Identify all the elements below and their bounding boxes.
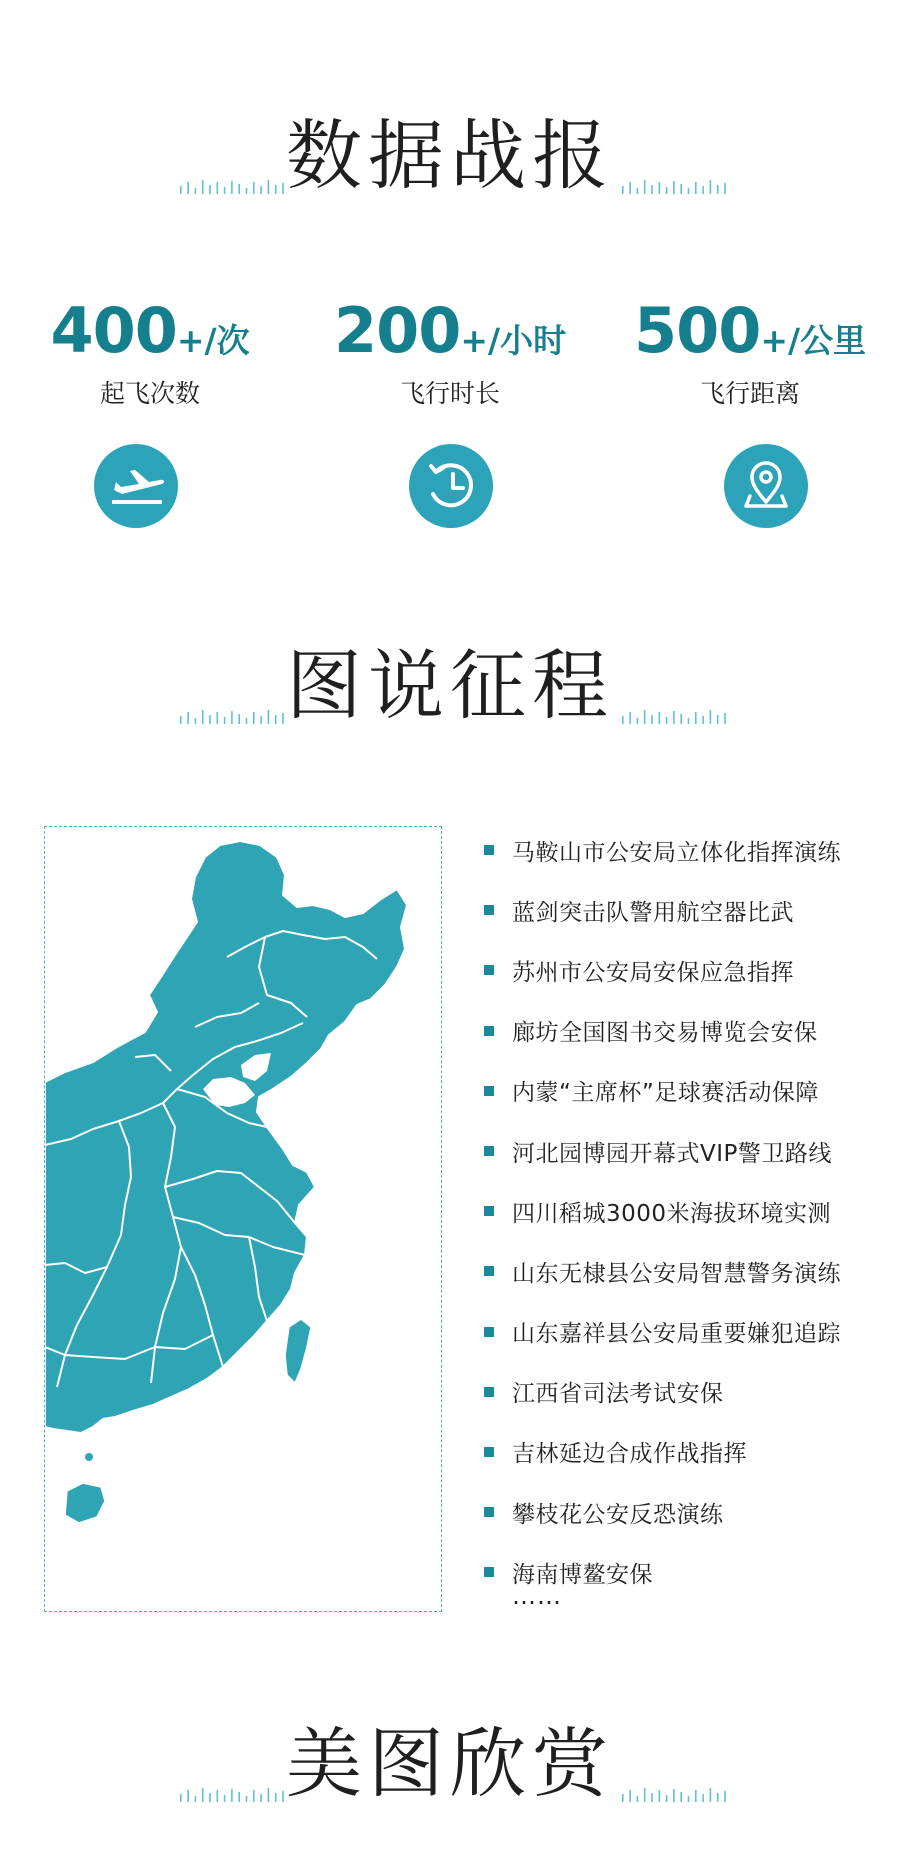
airplane-takeoff-icon — [94, 444, 178, 528]
decorative-tick — [187, 1790, 189, 1802]
square-bullet-icon — [484, 1026, 494, 1036]
decorative-tick — [651, 715, 653, 724]
stat-number: 400 — [50, 294, 177, 367]
decorative-tick — [238, 714, 240, 724]
decorative-tick — [275, 715, 277, 724]
decorative-tick — [275, 185, 277, 194]
decorative-tick — [253, 712, 255, 724]
decorative-tick — [680, 714, 682, 724]
square-bullet-icon — [484, 1387, 494, 1397]
china-east-map — [44, 826, 442, 1612]
list-item: 蓝剑突击队警用航空器比武 — [484, 880, 841, 940]
decorative-ticks — [620, 706, 732, 724]
list-more-ellipsis: …… — [512, 1582, 562, 1610]
stat-label: 起飞次数 — [99, 379, 200, 408]
decorative-tick — [644, 710, 646, 724]
section-header-stats — [0, 111, 900, 200]
decorative-tick — [246, 188, 248, 194]
decorative-tick — [260, 716, 262, 724]
decorative-tick — [253, 182, 255, 194]
stat-unit: +/小时 — [460, 321, 567, 360]
decorative-tick — [629, 182, 631, 194]
list-item: 海南博鳌安保 — [484, 1542, 841, 1602]
decorative-tick — [202, 1788, 204, 1802]
location-pin-icon — [724, 444, 808, 528]
decorative-tick — [275, 1793, 277, 1802]
decorative-tick — [673, 181, 675, 194]
decorative-tick — [637, 718, 639, 724]
decorative-tick — [644, 1788, 646, 1802]
decorative-tick — [688, 718, 690, 724]
decorative-tick — [680, 1792, 682, 1802]
list-item: 内蒙“主席杯”足球赛活动保障 — [484, 1061, 841, 1121]
decorative-tick — [724, 713, 726, 724]
square-bullet-icon — [484, 905, 494, 915]
decorative-tick — [702, 716, 704, 724]
decorative-tick — [253, 1790, 255, 1802]
map-illustration — [45, 827, 442, 1612]
section-header-map — [0, 641, 900, 730]
decorative-tick — [651, 185, 653, 194]
decorative-tick — [695, 182, 697, 194]
list-item: 四川稻城3000米海拔环境实测 — [484, 1181, 841, 1241]
decorative-tick — [238, 184, 240, 194]
decorative-tick — [688, 188, 690, 194]
decorative-tick — [710, 180, 712, 194]
stat-number: 200 — [333, 294, 461, 367]
decorative-tick — [217, 1790, 219, 1802]
stat-label: 飞行距离 — [699, 379, 800, 408]
decorative-tick — [717, 1793, 719, 1802]
decorative-tick — [282, 183, 284, 194]
stat-unit: +/次 — [176, 321, 250, 360]
decorative-tick — [180, 716, 182, 724]
decorative-tick — [268, 710, 270, 724]
decorative-tick — [702, 186, 704, 194]
decorative-tick — [666, 717, 668, 724]
decorative-tick — [246, 1796, 248, 1802]
decorative-tick — [195, 718, 197, 724]
clock-history-icon — [409, 444, 493, 528]
decorative-tick — [702, 1794, 704, 1802]
decorative-tick — [680, 184, 682, 194]
decorative-tick — [260, 1794, 262, 1802]
decorative-tick — [659, 182, 661, 194]
decorative-tick — [268, 180, 270, 194]
decorative-tick — [195, 1796, 197, 1802]
decorative-tick — [231, 1789, 233, 1802]
section-header-gallery — [0, 1719, 900, 1808]
decorative-tick — [209, 1793, 211, 1802]
decorative-ticks — [620, 176, 732, 194]
event-list — [484, 820, 841, 1602]
decorative-tick — [282, 1791, 284, 1802]
decorative-tick — [246, 718, 248, 724]
decorative-tick — [651, 1793, 653, 1802]
decorative-tick — [202, 180, 204, 194]
decorative-tick — [224, 1795, 226, 1802]
square-bullet-icon — [484, 1447, 494, 1457]
decorative-tick — [717, 715, 719, 724]
square-bullet-icon — [484, 1086, 494, 1096]
list-item: 山东嘉祥县公安局重要嫌犯追踪 — [484, 1302, 841, 1362]
decorative-ticks — [178, 176, 290, 194]
decorative-tick — [187, 182, 189, 194]
decorative-tick — [622, 1794, 624, 1802]
decorative-tick — [637, 188, 639, 194]
decorative-tick — [629, 1790, 631, 1802]
decorative-tick — [688, 1796, 690, 1802]
decorative-tick — [224, 187, 226, 194]
list-item: 马鞍山市公安局立体化指挥演练 — [484, 820, 841, 880]
square-bullet-icon — [484, 845, 494, 855]
decorative-ticks — [620, 1784, 732, 1802]
decorative-tick — [217, 712, 219, 724]
decorative-tick — [238, 1792, 240, 1802]
decorative-tick — [644, 180, 646, 194]
stat-number: 500 — [633, 294, 761, 367]
decorative-tick — [224, 717, 226, 724]
square-bullet-icon — [484, 1146, 494, 1156]
square-bullet-icon — [484, 1206, 494, 1216]
list-item: 苏州市公安局安保应急指挥 — [484, 940, 841, 1000]
decorative-tick — [622, 186, 624, 194]
decorative-ticks — [178, 1784, 290, 1802]
decorative-tick — [231, 181, 233, 194]
decorative-tick — [695, 712, 697, 724]
decorative-tick — [268, 1788, 270, 1802]
list-item: 吉林延边合成作战指挥 — [484, 1422, 841, 1482]
decorative-tick — [724, 1791, 726, 1802]
decorative-tick — [666, 1795, 668, 1802]
square-bullet-icon — [484, 965, 494, 975]
decorative-tick — [231, 711, 233, 724]
stat-flight-distance — [600, 294, 900, 410]
list-item: 山东无棣县公安局智慧警务演练 — [484, 1241, 841, 1301]
section-title-map: 图说征程 — [286, 641, 614, 730]
decorative-tick — [622, 716, 624, 724]
decorative-tick — [695, 1790, 697, 1802]
stat-flight-hours — [300, 294, 600, 410]
list-item: 河北园博园开幕式VIP警卫路线 — [484, 1121, 841, 1181]
decorative-tick — [187, 712, 189, 724]
stat-label: 飞行时长 — [399, 379, 500, 408]
square-bullet-icon — [484, 1266, 494, 1276]
decorative-tick — [202, 710, 204, 724]
section-title-stats: 数据战报 — [286, 111, 614, 200]
decorative-tick — [659, 1790, 661, 1802]
decorative-tick — [710, 1788, 712, 1802]
decorative-tick — [724, 183, 726, 194]
list-item: 廊坊全国图书交易博览会安保 — [484, 1001, 841, 1061]
decorative-tick — [673, 1789, 675, 1802]
stat-unit: +/公里 — [760, 321, 867, 360]
decorative-tick — [260, 186, 262, 194]
decorative-tick — [180, 1794, 182, 1802]
decorative-tick — [282, 713, 284, 724]
decorative-ticks — [178, 706, 290, 724]
stat-takeoffs — [0, 294, 300, 410]
decorative-tick — [710, 710, 712, 724]
decorative-tick — [629, 712, 631, 724]
square-bullet-icon — [484, 1327, 494, 1337]
decorative-tick — [209, 715, 211, 724]
list-item: 江西省司法考试安保 — [484, 1362, 841, 1422]
square-bullet-icon — [484, 1567, 494, 1577]
decorative-tick — [637, 1796, 639, 1802]
list-item: 攀枝花公安反恐演练 — [484, 1482, 841, 1542]
decorative-tick — [717, 185, 719, 194]
section-title-gallery: 美图欣赏 — [286, 1719, 614, 1808]
decorative-tick — [666, 187, 668, 194]
decorative-tick — [195, 188, 197, 194]
decorative-tick — [217, 182, 219, 194]
decorative-tick — [659, 712, 661, 724]
decorative-tick — [180, 186, 182, 194]
decorative-tick — [209, 185, 211, 194]
decorative-tick — [673, 711, 675, 724]
square-bullet-icon — [484, 1507, 494, 1517]
